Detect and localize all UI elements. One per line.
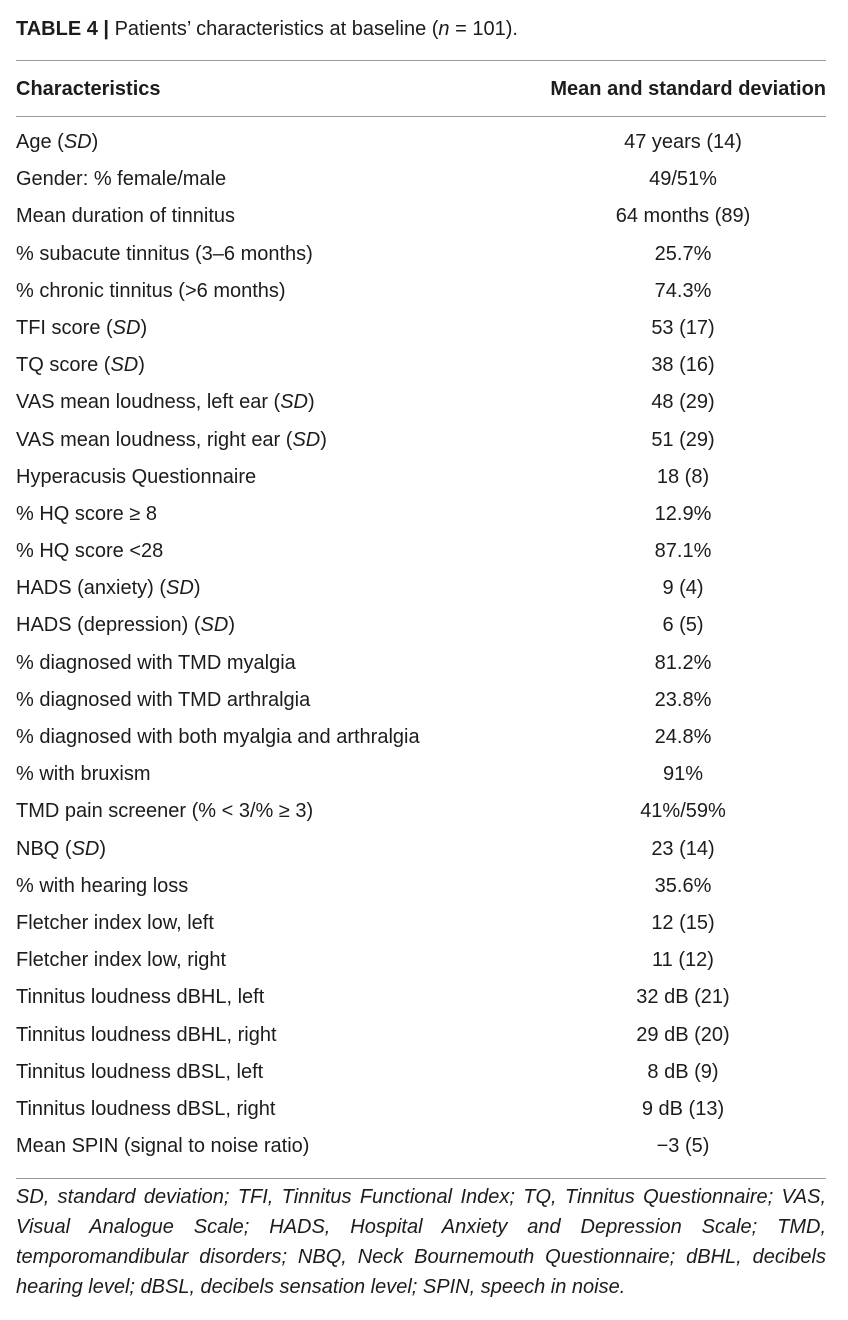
characteristic-text: % diagnosed with TMD myalgia [16, 651, 296, 674]
value-cell: 41%/59% [640, 800, 726, 823]
characteristic-cell [16, 652, 296, 675]
characteristic-cell [16, 986, 264, 1009]
value-cell: 91% [662, 763, 704, 786]
value-cell: 49/51% [649, 168, 717, 191]
characteristic-cell [16, 949, 226, 972]
table-body [16, 127, 826, 1168]
value-cell: 6 (5) [662, 614, 704, 637]
header-rule [16, 116, 826, 117]
characteristic-text: Tinnitus loudness dBHL, left [16, 986, 265, 1009]
value-cell: 81.2% [654, 651, 712, 674]
value-cell: 24.8% [654, 726, 712, 748]
characteristic-cell [16, 1061, 263, 1084]
value-cell: 8 dB (9) [647, 1060, 719, 1083]
bottom-rule [16, 1178, 826, 1179]
characteristic-cell [16, 391, 315, 414]
value-cell: 11 (12) [652, 949, 714, 972]
table-row [16, 908, 826, 945]
table-row [16, 1057, 826, 1094]
caption-n: n [438, 18, 450, 40]
characteristic-text: TFI score ( [16, 316, 113, 339]
characteristic-text: % with bruxism [16, 763, 151, 786]
table-row [16, 722, 826, 759]
sd-abbrev: SD [280, 391, 309, 414]
characteristic-text: Age ( [16, 131, 64, 153]
table-row [16, 1094, 826, 1131]
characteristic-cell [16, 838, 106, 861]
characteristic-text: Hyperacusis Questionnaire [16, 465, 257, 488]
characteristic-text: VAS mean loudness, right ear ( [16, 428, 293, 451]
characteristic-text: ) [228, 614, 235, 637]
characteristic-cell [16, 168, 226, 191]
table-row [16, 573, 826, 610]
value-cell: 29 dB (20) [636, 1023, 730, 1046]
value-cell: 51 (29) [651, 428, 715, 451]
characteristic-cell [16, 800, 313, 823]
table-row [16, 387, 826, 424]
table-row [16, 164, 826, 201]
value-cell: −3 (5) [656, 1135, 710, 1158]
value-cell: 47 years (14) [624, 131, 742, 153]
sd-abbrev: SD [71, 837, 100, 860]
characteristic-text: % with hearing loss [16, 874, 189, 897]
characteristic-cell [16, 503, 157, 526]
value-cell: 38 (16) [651, 354, 715, 377]
table-row [16, 610, 826, 647]
characteristic-text: ) [99, 837, 107, 860]
characteristic-cell [16, 243, 313, 266]
value-cell: 64 months (89) [615, 205, 751, 228]
value-cell: 9 (4) [662, 577, 704, 600]
table-row [16, 201, 826, 238]
table-row [16, 871, 826, 908]
characteristic-text: % HQ score <28 [16, 540, 164, 563]
characteristic-cell [16, 763, 150, 786]
table-label: TABLE 4 | [16, 18, 110, 40]
characteristic-text: TQ score ( [16, 354, 111, 377]
characteristic-text: Mean SPIN (signal to noise ratio) [16, 1135, 310, 1158]
characteristic-text: ) [140, 316, 148, 339]
characteristic-cell [16, 205, 235, 228]
characteristic-text: % subacute tinnitus (3–6 months) [16, 242, 313, 265]
table-row [16, 759, 826, 796]
characteristic-text: % diagnosed with TMD arthralgia [16, 688, 311, 711]
sd-abbrev: SD [200, 614, 229, 637]
table-row [16, 425, 826, 462]
sd-abbrev: SD [166, 577, 194, 600]
characteristic-cell [16, 614, 235, 637]
value-cell: 23.8% [654, 688, 712, 711]
sd-abbrev: SD [112, 316, 141, 339]
value-cell: 74.3% [654, 279, 712, 302]
characteristic-text: Tinnitus loudness dBSL, right [16, 1097, 276, 1120]
value-cell: 32 dB (21) [636, 986, 730, 1009]
characteristic-text: NBQ ( [16, 837, 72, 860]
top-rule [16, 60, 826, 61]
characteristic-text: ) [91, 131, 99, 153]
value-cell: 48 (29) [651, 391, 715, 414]
table-caption [16, 14, 518, 44]
value-cell: 53 (17) [651, 316, 715, 339]
table-row [16, 648, 826, 685]
characteristic-text: TMD pain screener (% < 3/% ≥ 3) [16, 800, 314, 823]
value-cell: 12 (15) [651, 911, 715, 934]
characteristic-text: Fletcher index low, left [16, 911, 214, 934]
table-row [16, 276, 826, 313]
sd-abbrev: SD [292, 428, 321, 451]
table-row [16, 127, 826, 164]
table-row [16, 313, 826, 350]
value-cell: 9 dB (13) [641, 1097, 725, 1120]
value-cell: 12.9% [654, 502, 712, 525]
table-row [16, 982, 826, 1019]
characteristic-cell [16, 317, 147, 340]
characteristic-cell [16, 1135, 309, 1158]
caption-text-end: = 101). [449, 18, 518, 40]
characteristic-cell [16, 577, 201, 600]
table-row [16, 536, 826, 573]
characteristic-cell [16, 354, 145, 377]
characteristic-text: ) [193, 577, 201, 600]
characteristic-text: ) [320, 428, 327, 451]
characteristic-cell [16, 689, 310, 712]
characteristic-text: HADS (depression) ( [16, 614, 201, 637]
table-row [16, 796, 826, 833]
characteristic-text: ) [138, 354, 145, 377]
characteristic-cell [16, 1024, 277, 1047]
characteristic-text: VAS mean loudness, left ear ( [16, 391, 281, 414]
characteristic-cell [16, 875, 188, 898]
characteristic-text: Mean duration of tinnitus [16, 205, 236, 228]
value-cell: 25.7% [654, 242, 712, 265]
header-characteristics: Characteristics [16, 78, 161, 100]
table-row [16, 1020, 826, 1057]
characteristic-text: Tinnitus loudness dBHL, right [16, 1023, 277, 1046]
characteristic-text: Gender: % female/male [16, 168, 227, 191]
table-row [16, 1131, 826, 1168]
sd-abbrev: SD [110, 354, 139, 377]
table-row [16, 239, 826, 276]
characteristic-cell [16, 540, 163, 563]
table-row [16, 499, 826, 536]
characteristic-cell [16, 1098, 275, 1121]
sd-abbrev: SD [63, 131, 92, 153]
table-row [16, 462, 826, 499]
characteristic-text: % chronic tinnitus (>6 months) [16, 279, 286, 302]
characteristic-cell [16, 912, 214, 935]
value-cell: 87.1% [654, 540, 712, 563]
value-cell: 35.6% [654, 874, 712, 897]
characteristic-text: % diagnosed with both myalgia and arthralgia [16, 726, 420, 748]
characteristic-text: HADS (anxiety) ( [16, 577, 167, 600]
characteristic-text: ) [308, 391, 315, 414]
table-row [16, 685, 826, 722]
characteristic-cell [16, 429, 327, 452]
header-mean-sd: Mean and standard deviation [550, 78, 826, 100]
characteristic-text: Tinnitus loudness dBSL, left [16, 1060, 264, 1083]
characteristic-cell [16, 726, 420, 749]
characteristic-cell [16, 131, 98, 154]
characteristic-text: % HQ score ≥ 8 [16, 502, 158, 525]
table-footnote: SD, standard deviation; TFI, Tinnitus Functional Index; TQ, Tinnitus Questionnaire; VAS, Visual Analogue Scale; HADS, Hospital Anxiety and Depression Scale; TMD, temporomandibular disorders; NBQ, Neck Bournemouth Questionnaire; dBHL, decibels hearing level; dBSL, decibels sensation level; SPIN, speech in noise. [16, 1186, 826, 1298]
table-row [16, 945, 826, 982]
characteristic-cell [16, 280, 286, 303]
table-row [16, 350, 826, 387]
table-row [16, 834, 826, 871]
characteristic-cell [16, 466, 256, 489]
value-cell: 23 (14) [651, 837, 715, 860]
caption-text: Patients’ characteristics at baseline ( [109, 18, 439, 40]
value-cell: 18 (8) [656, 465, 710, 488]
characteristic-text: Fletcher index low, right [16, 949, 227, 972]
